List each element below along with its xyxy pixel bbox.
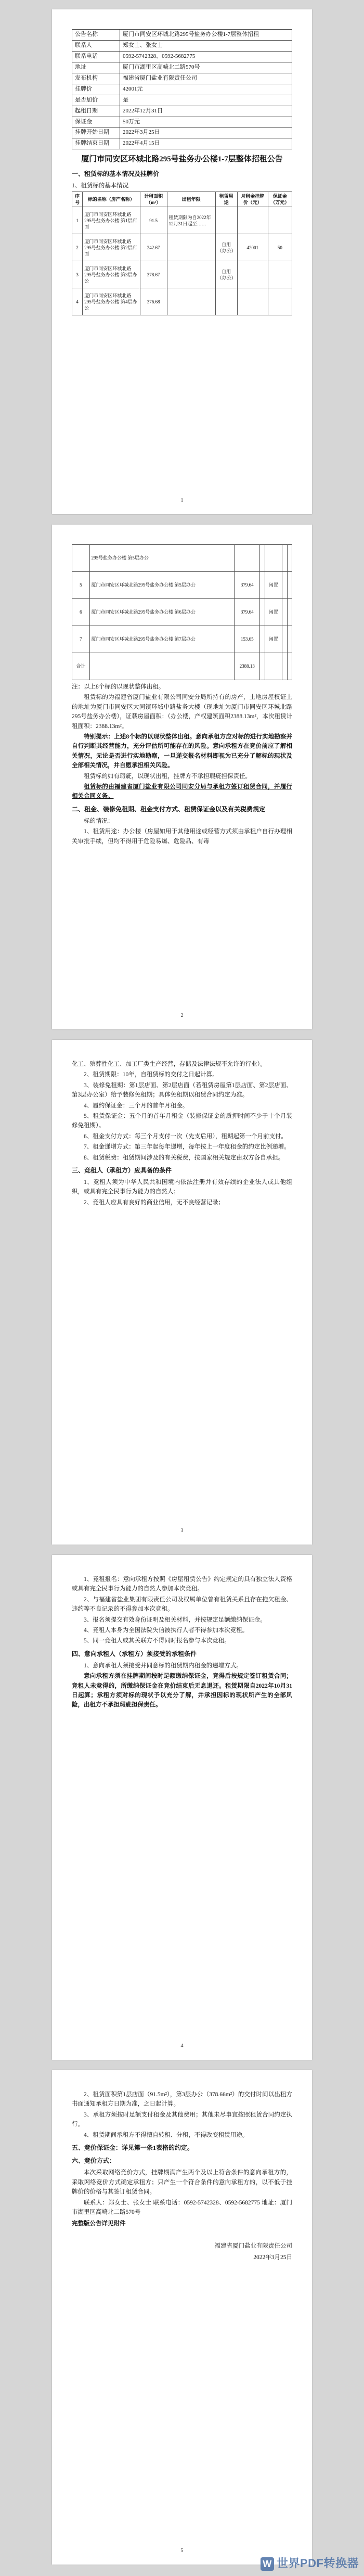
table-cell-name: 厦门市同安区环城北路295号盐务办公楼 第1层店面 [83, 207, 140, 234]
attachment-link[interactable]: 完整版公告详见附件 [72, 2221, 126, 2227]
table-cell-no [72, 545, 90, 572]
table-cell-price [282, 545, 287, 572]
table-cell-no: 2 [72, 234, 83, 261]
info-row [72, 30, 292, 41]
list-item: 1、竞租人须为中华人民共和国境内依法注册并有效存续的企业法人或其他组织，或具有完全民事行为能力的自然人； [72, 1179, 292, 1195]
table-row [72, 572, 292, 599]
section-heading-1: 一、租赁标的基本情况及挂牌价 [72, 170, 160, 177]
table-cell-name [89, 653, 235, 680]
info-value: 0592-5742328、0592-5682775 [120, 51, 292, 62]
paragraph: 租赁标的如有瑕疵，以现状出租，挂牌方不承担瑕疵担保责任。 [84, 773, 251, 780]
info-value: 福建省厦门盐业有限责任公司 [120, 73, 292, 84]
table-cell-term [167, 261, 215, 288]
paragraph: 化工、殡葬性化工、加工厂类生产经营，存储及法律法规不允许的行业）。 [72, 1061, 266, 1067]
paragraph-bold: 特别提示：上述8个标的以现状整体出租。意向承租方应对标的进行实地勘察并自行判断其经营能力，充分评估所可能存在的风险。意向承租方在竞价前应了解相关情况，无论是否进行实地勘察，一旦递交报名材料即视为已充分了解标的现状及全部相关情况，并自愿承担相关风险。 [72, 733, 292, 769]
terms-list [72, 1070, 292, 1163]
info-value: 50万元 [120, 117, 292, 127]
page-number: 4 [180, 2043, 184, 2049]
list-item: 5、租赁保证金：五个月的首年月租金（装修保证金的质押时间不少于十个月装修免租期）。 [72, 1113, 292, 1129]
table-cell-term [260, 572, 265, 599]
info-row [72, 40, 292, 51]
table-note: 注：以上8个标的以现状整体出租。 [72, 684, 165, 690]
document-title: 厦门市同安区环城北路295号盐务办公楼1-7层整体招租公告 [81, 155, 283, 164]
paragraph: 1、意向承租人须接受并同意标的租赁期内租金的递增方式。 [84, 1662, 242, 1669]
list-item: 7、租金递增方式：第三年起每年递增，每年按上一年度租金的约定比例递增。 [84, 1144, 290, 1151]
info-label: 挂牌开始日期 [72, 127, 120, 138]
paragraph: 标的情况： [84, 818, 114, 824]
table-cell-area: 2388.13 [235, 653, 260, 680]
table-cell-use: 闲置 [265, 626, 282, 653]
table-cell-area: 91.5 [140, 207, 167, 234]
paragraph: 1、租赁用途：办公楼（房屋如用于其他用途或经营方式须由承租户自行办理相关审批手续，但均不得用于危险易爆、危险品、有毒 [72, 828, 292, 845]
table-cell-use: 自用（办公） [215, 234, 237, 261]
table-cell-deposit [287, 653, 292, 680]
table-cell-name: 厦门市同安区环城北路295号盐务办公楼 第3层办公 [83, 261, 140, 288]
table-cell-area: 379.64 [235, 599, 260, 626]
table-cell-price [282, 653, 287, 680]
page-number: 2 [180, 1013, 184, 1018]
paragraph-bold: 租赁标的由福建省厦门盐业有限公司同安分局与承租方签订租赁合同，并履行相关合同义务。 [72, 783, 292, 800]
table-cell-no: 合计 [72, 653, 90, 680]
watermark-text: 世界PDF转换器 [276, 2556, 359, 2570]
list-item: 4、竞租人本身为全国法院失信被执行人者不得参加本次竞租。 [84, 1627, 249, 1634]
page-number: 3 [180, 1528, 184, 1534]
table-cell-term [167, 234, 215, 261]
table-header-cell: 序号 [72, 192, 83, 207]
list-item: 3、承租方须按时足额支付租金及其他费用；其他未尽事宜按照租赁合同约定执行。 [72, 2111, 292, 2128]
info-label: 挂牌价 [72, 84, 120, 95]
table-cell-name: 厦门市同安区环城北路295号盐务办公楼 第5层办公 [89, 572, 235, 599]
list-item: 2、租赁期限：10年，自租赁标的交付之日起计算。 [84, 1072, 218, 1078]
section-heading-5: 五、竞价保证金：详见第一条1表格的约定。 [72, 2144, 194, 2151]
table-cell-area: 242.67 [140, 234, 167, 261]
signature-date: 2022年3月25日 [253, 2254, 292, 2261]
table-cell-price: 42001 [237, 234, 268, 261]
info-label: 起租日期 [72, 106, 120, 117]
table-cell-price [282, 599, 287, 626]
info-row [72, 106, 292, 117]
table-cell-deposit [287, 545, 292, 572]
section-heading-2: 二、租金、装修免租期、租金支付方式、租赁保证金以及有关税费规定 [72, 805, 266, 813]
table-cell-name: 厦门市同安区环城北路295号盐务办公楼 第6层办公 [89, 599, 235, 626]
table-row [72, 288, 292, 315]
table-header-cell: 计租面积（m²） [140, 192, 167, 207]
table-cell-no: 7 [72, 626, 90, 653]
info-value: 是 [120, 95, 292, 106]
table-cell-area [235, 545, 260, 572]
table-cell-use: 自用（办公） [215, 261, 237, 288]
table-cell-use [215, 288, 237, 315]
info-row [72, 62, 292, 73]
table-cell-use: 闲置 [265, 572, 282, 599]
table-cell-deposit [268, 261, 292, 288]
table-cell-term [260, 599, 265, 626]
table-row [72, 207, 292, 234]
paragraph: 本次采取网络竞价方式，挂牌期满产生两个及以上符合条件的意向承租方的，采取网络竞价方式确定承租方；只产生一个符合条件的意向承租方的，以不低于挂牌价的价格与其签订租赁合同。 [72, 2170, 292, 2196]
table-header-cell: 月租金挂牌价（元） [237, 192, 268, 207]
property-table [72, 192, 292, 315]
table-cell-no: 1 [72, 207, 83, 234]
document-page-5 [52, 2070, 312, 2565]
table-cell-no: 3 [72, 261, 83, 288]
conditions-list [72, 1178, 292, 1207]
table-cell-name: 厦门市同安区环城北路295号盐务办公楼 第7层办公 [89, 626, 235, 653]
paragraph: 租赁标的为福建省厦门盐业有限公司同安分局所持有的房产，土地房屋权证上的地址为厦门市同安区大同镇环城中路盐务大楼（现地址为厦门市同安区环城北路295号盐务办公楼），证载房屋面积：（办公楼，产权建筑面积2388.13m²，本次租赁计租面积：2388.13m²。 [72, 694, 292, 730]
table-header-cell: 保证金（万元） [268, 192, 292, 207]
signature-org: 福建省厦门盐业有限责任公司 [214, 2242, 292, 2249]
list-item: 2、租赁面积第1层店面（91.5m²），第3层办公（378.66m²）的交付时间以出租方书面通知承租方日期为准，之日起计算。 [72, 2092, 292, 2108]
table-cell-term [260, 545, 265, 572]
table-cell-name: 厦门市同安区环城北路295号盐务办公楼 第2层店面 [83, 234, 140, 261]
table-cell-term: 租赁期限为自2022年12月31日起至…… [167, 207, 215, 234]
table-cell-price [237, 288, 268, 315]
table-cell-price [237, 207, 268, 234]
list-item: 8、租赁税费：租赁期间涉及的有关税费，按国家相关规定由双方各自承担。 [84, 1154, 284, 1161]
table-cell-area: 378.67 [140, 261, 167, 288]
info-row [72, 84, 292, 95]
table-cell-term [260, 653, 265, 680]
table-header-cell: 租赁用途 [215, 192, 237, 207]
info-label: 地址 [72, 62, 120, 73]
table-cell-use [265, 545, 282, 572]
list-item: 5、同一竞租人或其关联方不得同时报名参与本次竞租。 [84, 1638, 230, 1644]
info-value: 42001元 [120, 84, 292, 95]
list-item: 6、租金支付方式：每三个月支付一次（先支后用），租期起第一个月前支付。 [84, 1133, 287, 1140]
list-item: 3、报名须提交有效身份证明及相关材料，并按规定足额缴纳保证金。 [84, 1616, 266, 1623]
document-page-2 [52, 525, 312, 1029]
list-item: 3、装修免租期：第1层店面、第2层店面（若租赁房屋第1层店面、第2层店面、第3层办公室）给予装修免租期；具体免租期以租赁合同约定为准。 [72, 1082, 292, 1099]
section-heading-3: 三、竞租人（承租方）应具备的条件 [72, 1166, 172, 1174]
info-value: 2022年4月15日 [120, 138, 292, 149]
property-table-continued [72, 544, 292, 680]
info-row [72, 127, 292, 138]
section-subheading: 1、租赁标的基本情况 [72, 182, 129, 189]
requirements-list [72, 1575, 292, 1646]
table-header-cell: 出租年限 [167, 192, 215, 207]
table-cell-deposit: 50 [268, 234, 292, 261]
info-value: 郑女士、张女士 [120, 40, 292, 51]
table-row [72, 545, 292, 572]
table-cell-no: 5 [72, 572, 90, 599]
table-row [72, 653, 292, 680]
table-cell-area: 153.65 [235, 626, 260, 653]
table-cell-area: 376.68 [140, 288, 167, 315]
table-cell-term [260, 626, 265, 653]
list-item: 4、租赁期间承租方不得擅自转租、分租，不得改变租赁用途。 [84, 2132, 249, 2138]
info-row [72, 138, 292, 149]
table-row [72, 626, 292, 653]
table-cell-name: 厦门市同安区环城北路295号盐务办公楼 第4层办公 [83, 288, 140, 315]
table-cell-no: 6 [72, 599, 90, 626]
info-label: 挂牌结束日期 [72, 138, 120, 149]
info-row [72, 51, 292, 62]
table-row [72, 234, 292, 261]
acceptance-list [72, 2090, 292, 2140]
table-cell-deposit [287, 572, 292, 599]
info-label: 公告名称 [72, 30, 120, 41]
document-page-1 [52, 9, 312, 514]
info-value: 2022年3月25日 [120, 127, 292, 138]
list-item: 2、与福建省盐业集团有限责任公司及权属单位曾有租赁关系且存在拖欠租金、违约等不良记录的不得参加本次竞租。 [72, 1596, 292, 1613]
info-label: 是否加价 [72, 95, 120, 106]
table-cell-use [215, 207, 237, 234]
info-label: 保证金 [72, 117, 120, 127]
info-value: 厦门市湖里区高崎北二路570号 [120, 62, 292, 73]
document-page-3 [52, 1040, 312, 1545]
info-label: 联系人 [72, 40, 120, 51]
table-cell-use [265, 653, 282, 680]
table-cell-term [167, 288, 215, 315]
info-label: 发布机构 [72, 73, 120, 84]
table-cell-deposit [287, 599, 292, 626]
table-cell-price [282, 572, 287, 599]
info-label: 联系电话 [72, 51, 120, 62]
table-cell-deposit [268, 288, 292, 315]
info-value: 2022年12月31日 [120, 106, 292, 117]
info-row [72, 95, 292, 106]
table-cell-use: 闲置 [265, 599, 282, 626]
list-item: 1、竞租报名：意向承租方按照《房屋租赁公告》约定规定的具有独立法人资格或具有完全民事行为能力的自然人参加本次竞租。 [72, 1576, 292, 1592]
page-number: 1 [180, 498, 184, 503]
table-cell-area: 379.64 [235, 572, 260, 599]
table-cell-deposit [268, 207, 292, 234]
announcement-info-table [72, 29, 292, 149]
table-header-cell: 标的名称（房产名称） [83, 192, 140, 207]
contact-paragraph: 联系人：郑女士、张女士 联系电话：0592-5742328、0592-5682775 地址：厦门市湖里区高崎北二路570号 [72, 2199, 292, 2215]
paragraph-bold: 意向承租方须在挂牌期间按时足额缴纳保证金，竞得后按规定签订租赁合同；竞租人未竞得的，所缴纳保证金在竞价结束后无息退还。租赁期限自2022年10月31日起算；承租方须对标的现状予以充分了解，并承担因标的现状所产生的全部风险，出租方不承担瑕疵担保责任。 [72, 1673, 292, 1708]
document-page-4 [52, 1555, 312, 2060]
section-heading-6: 六、竞价方式： [72, 2157, 116, 2165]
list-item: 4、履约保证金：三个月的首年月租金。 [84, 1102, 189, 1109]
list-item: 2、竞租人应具有良好的商业信用，无不良经营记录； [84, 1199, 225, 1206]
watermark-logo [261, 2555, 359, 2571]
info-row [72, 117, 292, 127]
section-heading-4: 四、意向承租人（承租方）须接受的承租条件 [72, 1650, 197, 1657]
table-cell-deposit [287, 626, 292, 653]
info-value: 厦门市同安区环城北路295号盐务办公楼1-7层整体招租 [120, 30, 292, 41]
page-number: 5 [180, 2548, 184, 2554]
table-cell-price [237, 261, 268, 288]
table-cell-name: 295号盐务办公楼 第5层办公 [89, 545, 235, 572]
table-row [72, 261, 292, 288]
table-cell-no: 4 [72, 288, 83, 315]
table-row [72, 599, 292, 626]
table-cell-price [282, 626, 287, 653]
pdf-converter-icon: W [261, 2557, 274, 2571]
info-row [72, 73, 292, 84]
